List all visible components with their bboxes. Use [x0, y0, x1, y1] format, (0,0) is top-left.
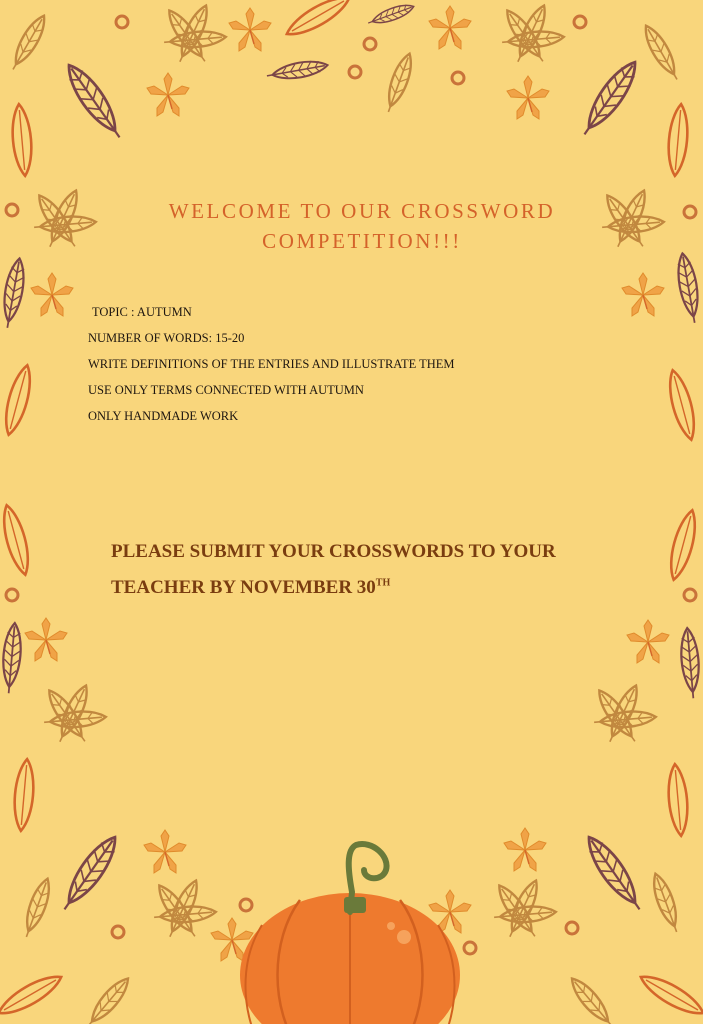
- title-line-1: WELCOME TO OUR CROSSWORD: [168, 199, 556, 223]
- maple-flower-icon: [229, 8, 271, 51]
- title-line-2: COMPETITION!!!: [262, 229, 462, 253]
- berry-ring-icon: [364, 38, 376, 50]
- autumn-leaf-icon: [12, 758, 36, 831]
- autumn-leaf-icon: [648, 871, 683, 934]
- autumn-leaf-icon: [501, 2, 564, 65]
- maple-flower-icon: [622, 273, 664, 316]
- rule-number-of-words: NUMBER OF WORDS: 15-20: [88, 331, 245, 345]
- autumn-leaf-icon: [153, 877, 216, 940]
- berry-ring-icon: [452, 72, 464, 84]
- autumn-leaf-icon: [679, 627, 702, 699]
- autumn-leaf-icon: [0, 363, 36, 437]
- berry-ring-icon: [240, 899, 252, 911]
- autumn-leaf-icon: [282, 0, 353, 42]
- pumpkin-icon: [240, 844, 460, 1024]
- autumn-leaf-icon: [493, 877, 556, 940]
- maple-flower-icon: [147, 73, 189, 116]
- maple-flower-icon: [627, 620, 669, 663]
- maple-flower-icon: [144, 830, 186, 873]
- autumn-leaf-icon: [366, 1, 415, 28]
- autumn-leaf-icon: [636, 969, 703, 1021]
- rule-topic: TOPIC : AUTUMN: [92, 305, 192, 319]
- page-title: [110, 196, 614, 256]
- autumn-leaf-icon: [666, 763, 690, 836]
- autumn-leaf-icon: [0, 969, 66, 1021]
- autumn-leaf-icon: [43, 682, 106, 745]
- autumn-leaf-icon: [0, 503, 34, 577]
- autumn-leaf-icon: [580, 831, 648, 915]
- autumn-leaf-icon: [0, 622, 23, 694]
- autumn-leaf-icon: [19, 876, 54, 939]
- maple-flower-icon: [504, 828, 546, 871]
- berry-ring-icon: [684, 206, 696, 218]
- berry-ring-icon: [566, 922, 578, 934]
- autumn-leaf-icon: [266, 58, 329, 83]
- berry-ring-icon: [684, 589, 696, 601]
- submit-line-2: [111, 570, 556, 606]
- autumn-leaf-icon: [664, 368, 700, 442]
- berry-ring-icon: [6, 589, 18, 601]
- berry-ring-icon: [112, 926, 124, 938]
- date-ordinal-suffix: TH: [375, 577, 391, 589]
- autumn-leaf-icon: [674, 252, 703, 324]
- autumn-leaf-icon: [666, 103, 690, 176]
- maple-flower-icon: [429, 6, 471, 49]
- maple-flower-icon: [31, 273, 73, 316]
- autumn-leaf-icon: [7, 12, 51, 73]
- berry-ring-icon: [349, 66, 361, 78]
- autumn-leaf-icon: [566, 974, 617, 1024]
- rules-list: [88, 302, 455, 432]
- maple-flower-icon: [507, 76, 549, 119]
- autumn-leaf-icon: [0, 257, 28, 329]
- rule-autumn-terms: USE ONLY TERMS CONNECTED WITH AUTUMN: [88, 383, 364, 397]
- rule-definitions: WRITE DEFINITIONS OF THE ENTRIES AND ILLUSTRATE THEM: [88, 357, 455, 371]
- berry-ring-icon: [574, 16, 586, 28]
- autumn-leaf-icon: [163, 2, 226, 65]
- rule-handmade: ONLY HANDMADE WORK: [88, 409, 239, 423]
- autumn-leaf-icon: [33, 187, 96, 250]
- autumn-leaf-icon: [593, 682, 656, 745]
- submission-instructions: [111, 534, 556, 606]
- autumn-leaf-icon: [82, 974, 133, 1024]
- berry-ring-icon: [116, 16, 128, 28]
- autumn-leaf-icon: [576, 56, 644, 140]
- autumn-leaf-icon: [60, 59, 128, 143]
- berry-ring-icon: [6, 204, 18, 216]
- berry-ring-icon: [464, 942, 476, 954]
- submit-line-1: PLEASE SUBMIT YOUR CROSSWORDS TO YOUR: [111, 541, 556, 562]
- maple-flower-icon: [25, 618, 67, 661]
- autumn-leaf-icon: [665, 508, 701, 582]
- autumn-leaf-icon: [640, 22, 684, 83]
- submit-line-2-text: TEACHER BY NOVEMBER 30: [111, 577, 376, 598]
- autumn-leaf-icon: [10, 103, 34, 176]
- autumn-leaf-icon: [56, 831, 124, 915]
- autumn-leaf-icon: [381, 51, 416, 114]
